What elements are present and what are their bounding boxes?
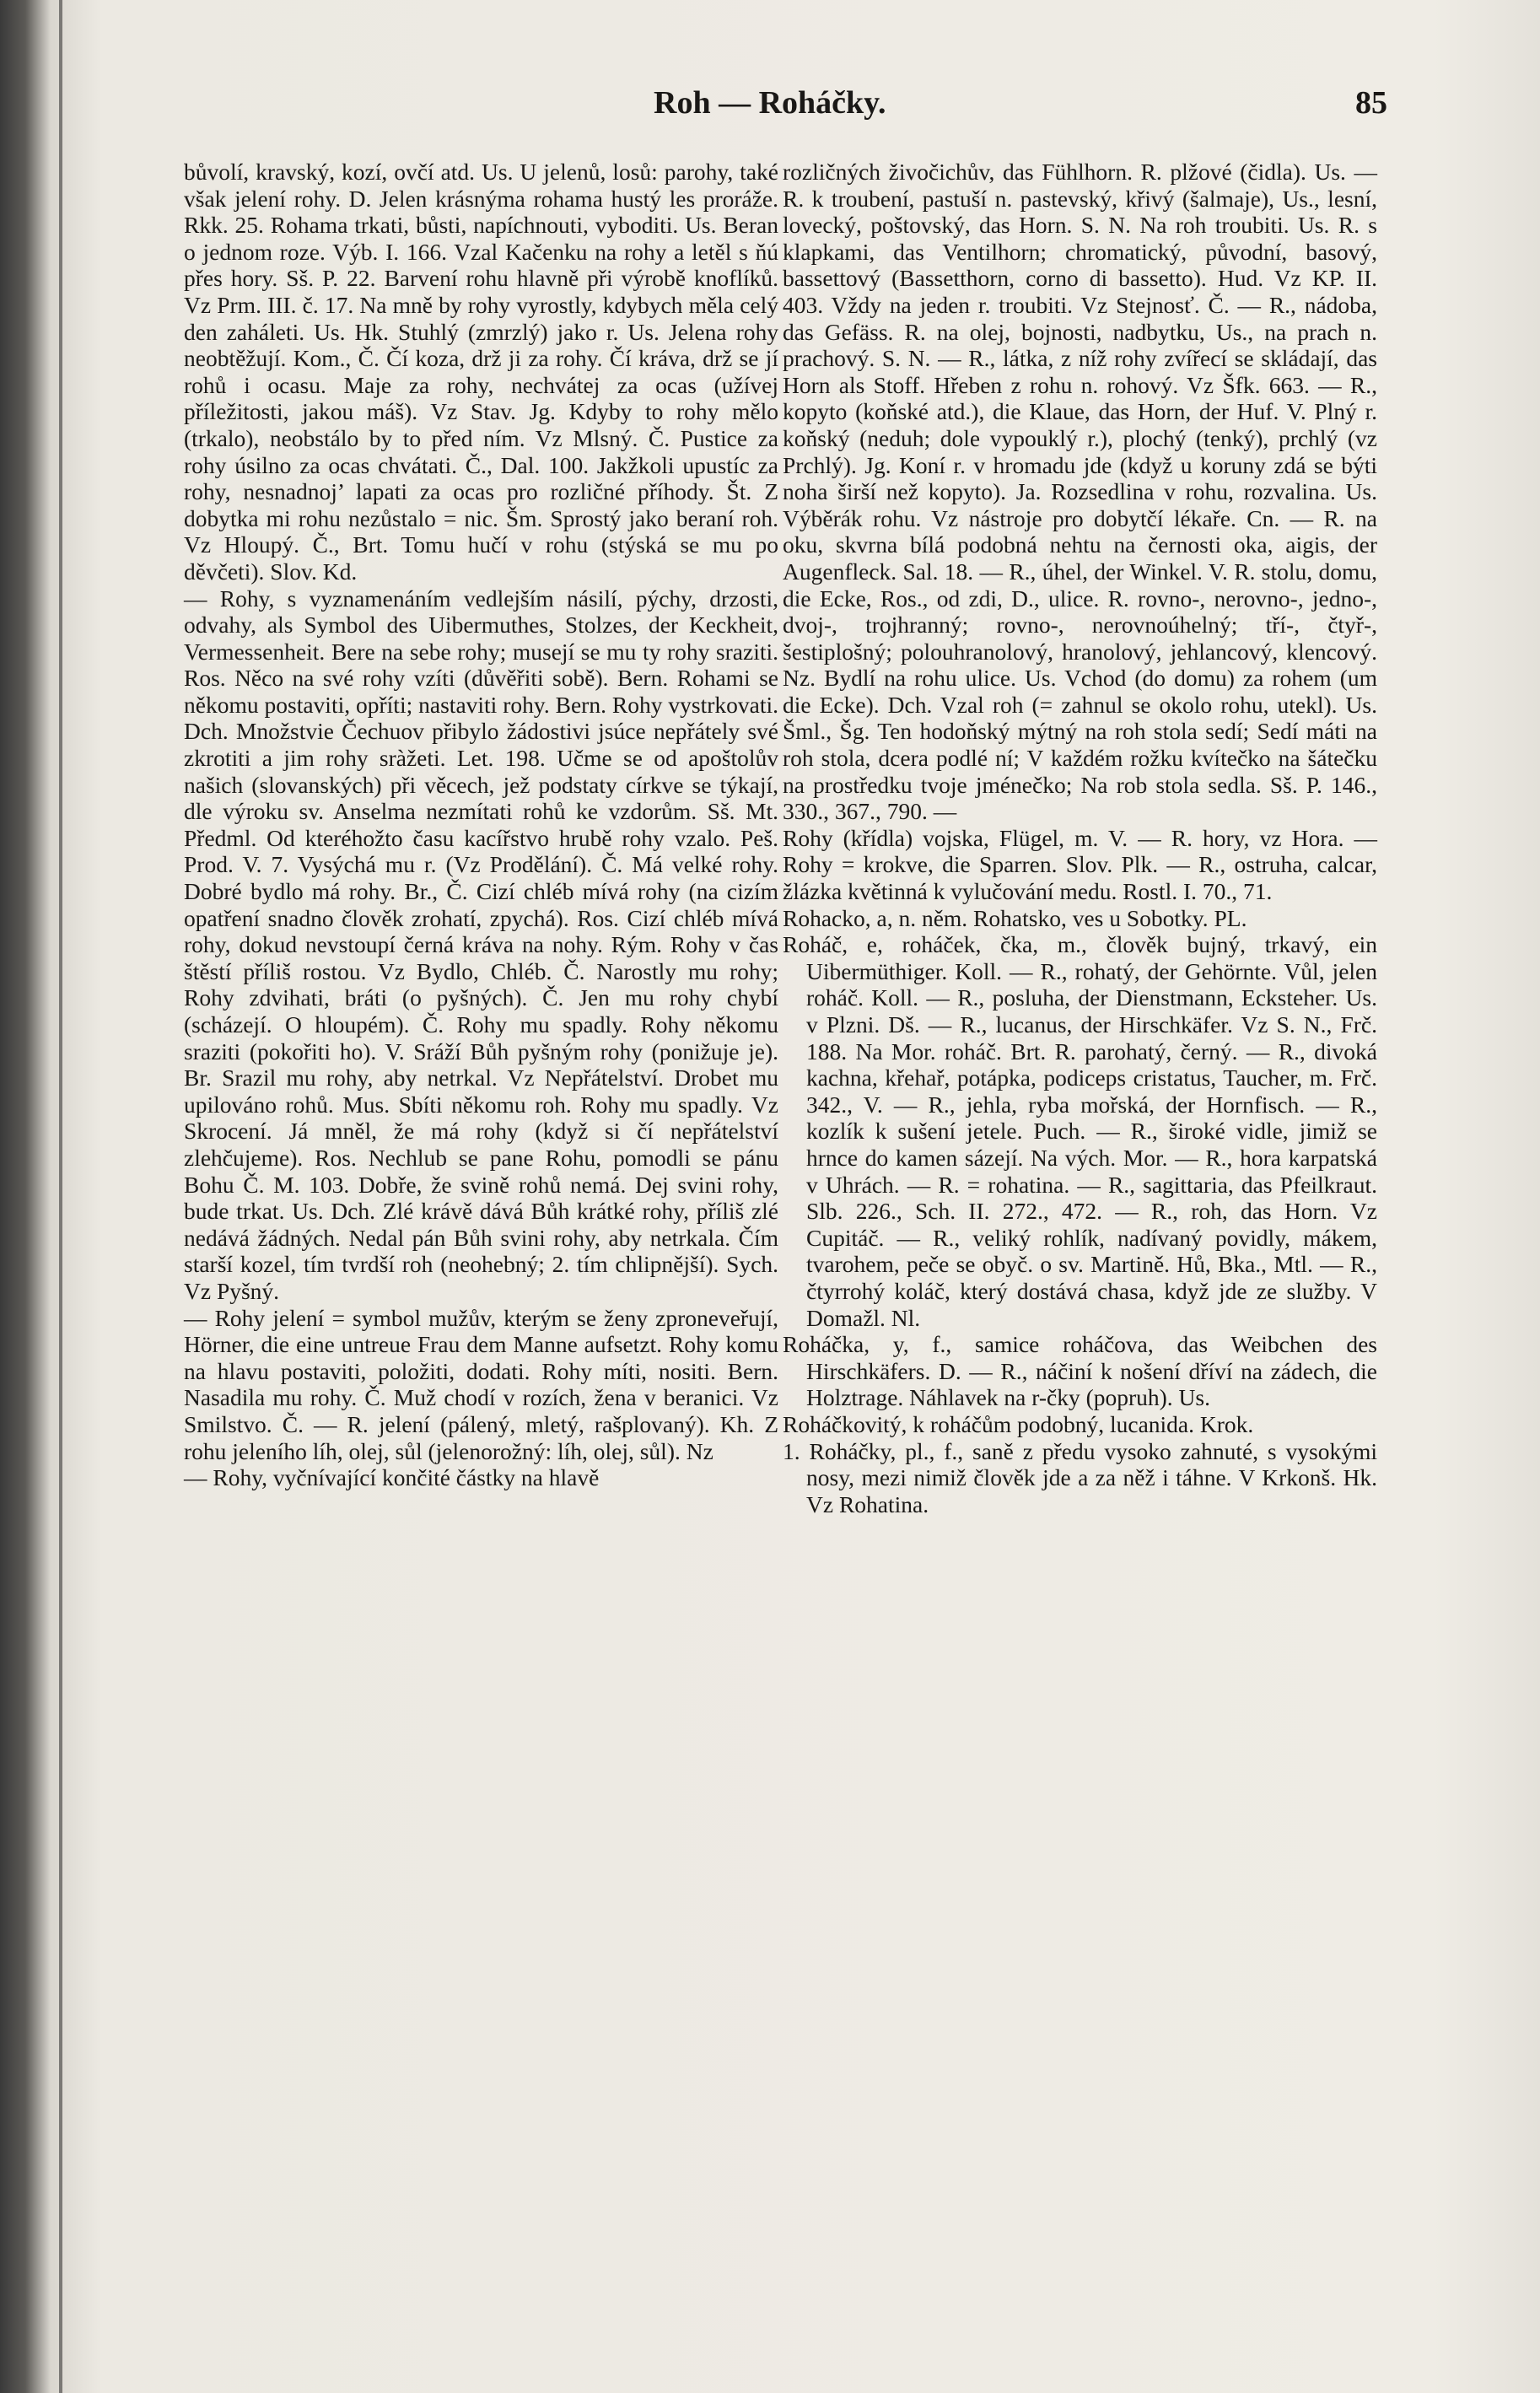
entry-rohacko: Rohacko, a, n. něm. Rohatsko, ves u Sobotky. PL. <box>783 904 1247 931</box>
running-head: Roh — Roháčky. <box>654 85 886 121</box>
right-para-2: Rohy (křídla) vojska, Flügel, m. V. — R. hory, vz Hora. — Rohy = krokve, die Sparren. Slov. Plk. — R., ostruha, calcar, žlázka květinná k vylučování medu. Rostl. I. 70., 71. <box>783 824 1377 905</box>
page-header <box>181 84 1387 135</box>
binding-gutter <box>59 0 62 2393</box>
entry-rohacka: Roháčka, y, f., samice roháčova, das Weibchen des Hirschkäfers. D. — R., náčiní k nošení dříví na zádech, die Holztrage. Náhlavek na r-čky (popruh). Us. <box>783 1331 1377 1411</box>
page-number: 85 <box>1355 85 1387 121</box>
right-para-1: rozličných živočichův, das Fühlhorn. R. plžové (čidla). Us. — R. k troubení, pastuší n. pastevský, křivý (šalmaje), Us., lesní, lovecký, poštovský, das Horn. S. N. Na roh troubiti. Us. R. s klapkami, das Ventilhorn; chromatický, původní, basový, bassettový (Bassetthorn, corno di bassetto). Hud. Vz KP. II. 403. Vždy na jeden r. troubiti. Vz Stejnosť. Č. — R., nádoba, das Gefäss. R. na olej, bojnosti, nadbytku, Us., na prach n. prachový. S. N. — R., látka, z níž rohy zvířecí se skládají, das Horn als Stoff. Hřeben z rohu n. rohový. Vz Šfk. 663. — R., kopyto (koňské atd.), die Klaue, das Horn, der Huf. V. Plný r. koňský (neduh; dole vypouklý r.), plochý (tenký), prchlý (vz Prchlý). Jg. Koní r. v hromadu jde (když u koruny zdá se býti noha širší než kopyto). Ja. Rozsedlina v rohu, rozvalina. Us. Výběrák rohu. Vz nástroje pro dobytčí lékaře. Cn. — R. na oku, skvrna bílá podobná nehtu na černosti oka, aigis, der Augenfleck. Sal. 18. — R., úhel, der Winkel. V. R. stolu, domu, die Ecke, Ros., od zdi, D., ulice. R. rovno-, nerovno-, jedno-, dvoj-, trojhranný; rovno-, nerovnoúhelný; tří-, čtyř-, šestiplošný; polouhranolový, hranolový, jehlancový, klencový. Nz. Bydlí na rohu ulice. Us. Vchod (do domu) za rohem (um die Ecke). Dch. Vzal roh (= zahnul se okolo rohu, utekl). Us. Šml., Šg. Ten hodoňský mýtný na roh stola sedí; Sedí máti na roh stola, dcera podlé ní; V každém rožku kvítečko na šátečku na prostředku tvoje jménečko; Na rob stola sedla. Sš. P. 146., 330., 367., 790. — <box>783 159 1377 825</box>
left-para-3: — Rohy jelení = symbol mužův, kterým se ženy zproneveřují, Hörner, die eine untreue Frau dem Manne aufsetzt. Rohy komu na hlavu postaviti, položiti, dodati. Rohy míti, nositi. Bern. Nasadila mu rohy. Č. Muž chodí v rozích, žena v beranici. Vz Smilstvo. Č. — R. jelení (pálený, mletý, rašplovaný). Kh. Z rohu jeleního líh, olej, sůl (jelenorožný: líh, olej, sůl). Nz <box>184 1304 778 1464</box>
left-column <box>184 159 778 1491</box>
entry-rohac: Roháč, e, roháček, čka, m., člověk bujný, trkavý, ein Uibermüthiger. Koll. — R., rohatý, der Gehörnte. Vůl, jelen roháč. Koll. — R., posluha, der Dienstmann, Eckstehег. Us. v Plzni. Dš. — R., lucanus, der Hirschkäfer. Vz S. N., Frč. 188. Na Mor. roháč. Brt. R. parohatý, černý. — R., divoká kachna, křehař, potápka, podiceps cristatus, Taucher, m. Frč. 342., V. — R., jehla, ryba mořská, der Hornfisch. — R., kozlík k sušení jetele. Puch. — R., široké vidle, jimiž se hrnce do kamen sázejí. Na vých. Mor. — R., hora karpatská v Uhrách. — R. = rohatina. — R., sagittaria, das Pfeilkraut. Slb. 226., Sch. II. 272., 472. — R., roh, das Horn. Vz Cupitáč. — R., veliký rohlík, nadívaný povidly, mákem, tvarohem, peče se obyč. o sv. Martině. Hů, Bka., Mtl. — R., čtyrrohý koláč, který dostává chasa, když jde ze služby. V Domažl. Nl. <box>783 931 1377 1331</box>
left-para-1: bůvolí, kravský, kozí, ovčí atd. Us. U jelenů, losů: parohy, také však jelení rohy. D. Jelen krásnýma rohama hustý les proráže. Rkk. 25. Rohama trkati, bůsti, napíchnouti, vyboditi. Us. Beran o jednom roze. Výb. I. 166. Vzal Kačenku na rohy a letěl s ňú přes hory. Sš. P. 22. Barvení rohu hlavně při výrobě knoflíků. Vz Prm. III. č. 17. Na mně by rohy vyrostly, kdybych měla celý den zaháleti. Us. Hk. Stuhlý (zmrzlý) jako r. Us. Jelena rohy neobtěžují. Kom., Č. Čí koza, drž ji za rohy. Čí kráva, drž se jí rohů i ocasu. Maje za rohy, nechvátej za ocas (užívej příležitosti, jakou máš). Vz Stav. Jg. Kdyby to rohy mělo (trkalo), neobstálo by to před ním. Vz Mlsný. Č. Pustice za rohy úsilno za ocas chvátati. Č., Dal. 100. Jakžkoli upustíc za rohy, nesnadnoj’ lapati za ocas pro rozličné příhody. Št. Z dobytka mi rohu nezůstalo = nic. Šm. Sprostý jako beraní roh. Vz Hloupý. Č., Brt. Tomu hučí v rohu (stýská se mu po děvčeti). Slov. Kd. <box>184 159 778 585</box>
left-para-2: — Rohy, s vyznamenáním vedlejším násilí, pýchy, drzosti, odvahy, als Symbol des Uibermuthes, Stolzes, der Keckheit, Vermessenheit. Bere na sebe rohy; musejí se mu ty rohy sraziti. Ros. Něco na své rohy vzíti (důvěřiti sobě). Bern. Rohami se někomu postaviti, opříti; nastaviti rohy. Bern. Rohy vystrkovati. Dch. Množstvie Čechuov přibylo žádostivi jsúce nepřátely své zkrotiti a jim rohy sràžeti. Let. 198. Učme se od apoštolův našich (slovanských) při věcech, jež podstaty církve se týkají, dle výroku sv. Anselma nezmítati rohů ke vzdorům. Sš. Mt. Předml. Od kteréhožto času kacířstvo hrubě rohy vzalo. Peš. Prod. V. 7. Vysýchá mu r. (Vz Prodělání). Č. Má velké rohy. Dobré bydlo má rohy. Br., Č. Cizí chléb mívá rohy (na cizím opatření snadno člověk zrohatí, zpychá). Ros. Cizí chléb mívá rohy, dokud nevstoupí černá kráva na nohy. Rým. Rohy v čas štěstí příliš rostou. Vz Bydlo, Chléb. Č. Narostly mu rohy; Rohy zdvihati, bráti (o pyšných). Č. Jen mu rohy chybí (scházejí. O hloupém). Č. Rohy mu spadly. Rohy někomu sraziti (pokořiti ho). V. Sráží Bůh pyšným rohy (ponižuje je). Br. Srazil mu rohy, aby netrkal. Vz Nepřátelství. Drobet mu upilováno rohů. Mus. Sbíti někomu roh. Rohy mu spadly. Vz Skrocení. Já mněl, že má rohy (když si čí nepřátelství zlehčujeme). Ros. Nechlub se pane Rohu, pomodli se pánu Bohu Č. M. 103. Dobře, že svině rohů nemá. Dej svini rohy, bude trkat. Us. Dch. Zlé krávě dává Bůh krátké rohy, příliš zlé nedává žádných. Nedal pán Bůh svini rohy, aby netrkala. Čím starší kozel, tím tvrdší roh (neohebný; 2. tím chlipnější). Sych. Vz Pyšný. <box>184 585 778 1304</box>
left-para-4: — Rohy, vyčnívající končité částky na hlavě <box>184 1464 600 1491</box>
entry-rohackovity: Roháčkovitý, k roháčům podobný, lucanida. Krok. <box>783 1410 1254 1437</box>
entry-rohacky: 1. Roháčky, pl., f., saně z předu vysoko zahnuté, s vysokými nosy, mezi nimiž člověk jde a za něž i táhne. V Krkonš. Hk. Vz Rohatina. <box>783 1437 1377 1517</box>
right-column <box>783 159 1377 1517</box>
